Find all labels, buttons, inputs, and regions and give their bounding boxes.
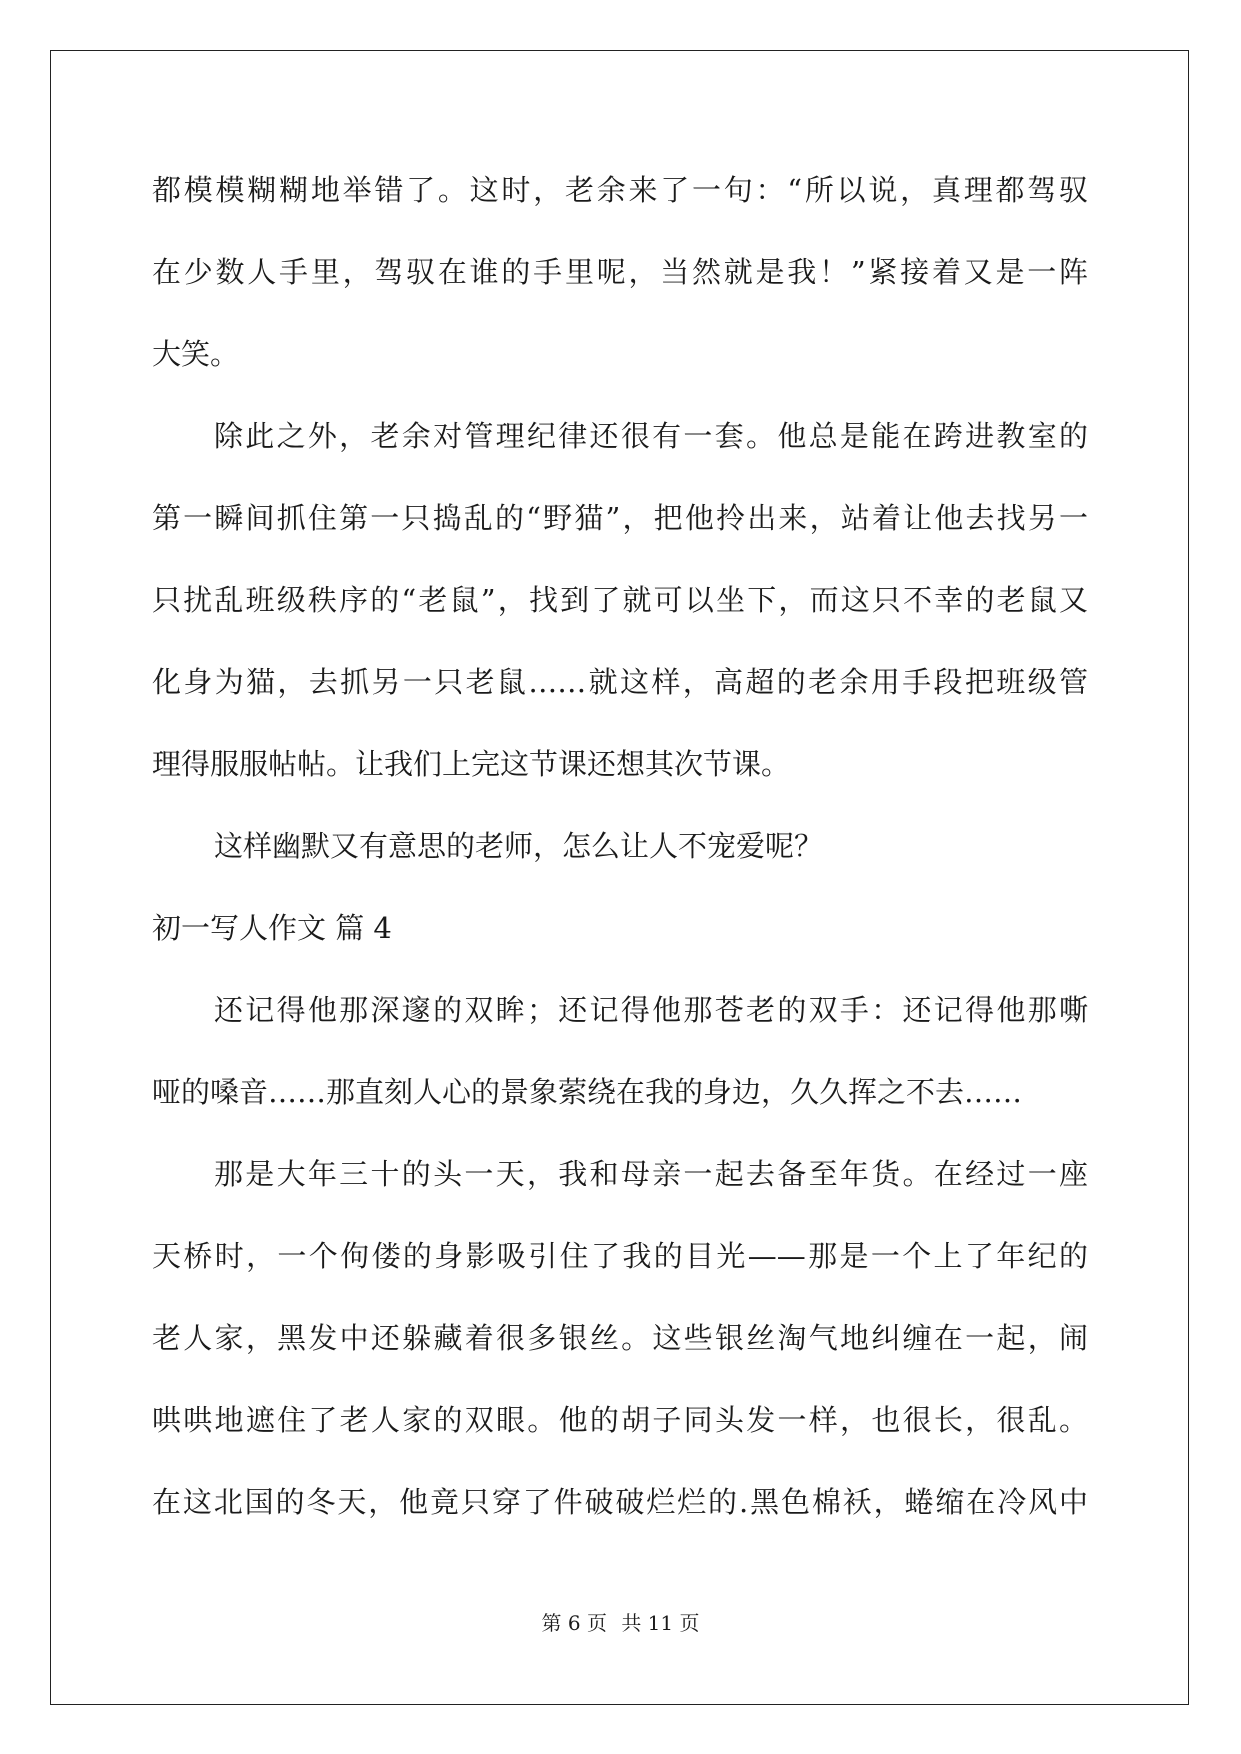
text-line: 在少数人手里，驾驭在谁的手里呢，当然就是我！”紧接着又是一阵: [152, 255, 1088, 289]
paragraph: [152, 160, 1088, 406]
text-line: 大笑。: [152, 337, 240, 371]
text-line: 都模模糊糊地举错了。这时，老余来了一句：“所以说，真理都驾驭: [152, 173, 1088, 207]
section-heading: [152, 898, 1088, 980]
text-line: 化身为猫，去抓另一只老鼠……就这样，高超的老余用手段把班级管: [152, 665, 1088, 699]
text-line: 哑的嗓音……那直刻人心的景象萦绕在我的身边，久久挥之不去……: [152, 1075, 1023, 1109]
document-body: [152, 160, 1088, 1554]
text-line: 天桥时，一个佝偻的身影吸引住了我的目光——那是一个上了年纪的: [152, 1239, 1088, 1273]
text-line: 哄哄地遮住了老人家的双眼。他的胡子同头发一样，也很长，很乱。: [152, 1403, 1088, 1437]
paragraph: [152, 1144, 1088, 1554]
paragraph: [152, 816, 1088, 898]
text-line: 除此之外，老余对管理纪律还很有一套。他总是能在跨进教室的: [214, 419, 1088, 453]
text-line: 还记得他那深邃的双眸；还记得他那苍老的双手：还记得他那嘶: [214, 993, 1088, 1027]
heading-text: 初一写人作文 篇 4: [152, 911, 392, 945]
text-line: 老人家，黑发中还躲藏着很多银丝。这些银丝淘气地纠缠在一起，闹: [152, 1321, 1088, 1355]
text-line: 第一瞬间抓住第一只捣乱的“野猫”，把他拎出来，站着让他去找另一: [152, 501, 1088, 535]
page-footer: [0, 1607, 1241, 1636]
paragraph: [152, 406, 1088, 816]
text-line: 只扰乱班级秩序的“老鼠”，找到了就可以坐下，而这只不幸的老鼠又: [152, 583, 1088, 617]
text-line: 在这北国的冬天，他竟只穿了件破破烂烂的.黑色棉袄，蜷缩在冷风中: [152, 1485, 1088, 1519]
paragraph: [152, 980, 1088, 1144]
page-number: 第 6 页: [541, 1611, 607, 1635]
text-line: 那是大年三十的头一天，我和母亲一起去备至年货。在经过一座: [214, 1157, 1088, 1191]
text-line: 这样幽默又有意思的老师，怎么让人不宠爱呢？: [214, 829, 824, 863]
text-line: 理得服服帖帖。让我们上完这节课还想其次节课。: [152, 747, 791, 781]
total-pages: 共 11 页: [621, 1611, 700, 1635]
